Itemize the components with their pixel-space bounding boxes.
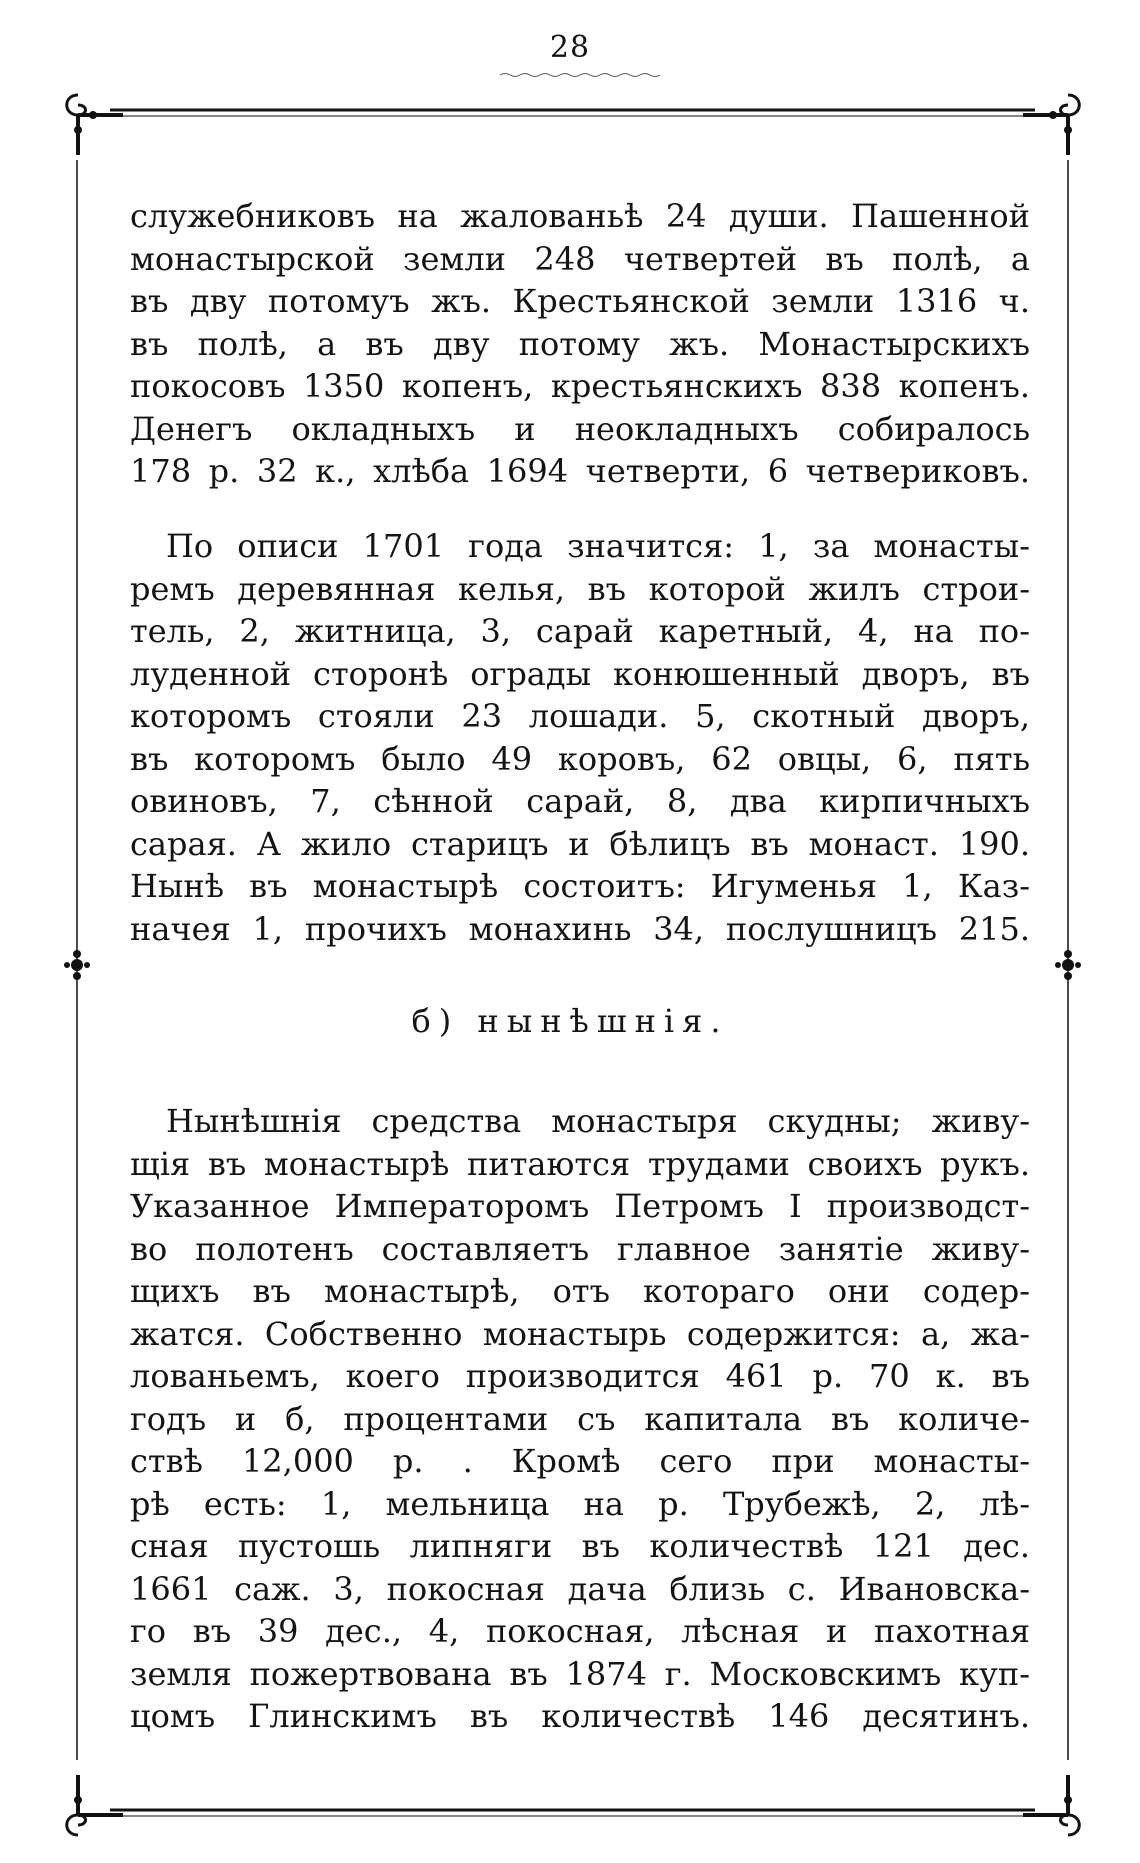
bottom-left-corner-ornament-icon (58, 1770, 128, 1840)
text-line: ствѣ 12,000 р. . Кромѣ сего при монасты- (130, 1442, 1030, 1480)
text-line: По описи 1701 года значится: 1, за монасты- (166, 527, 1030, 565)
text-line: ремъ деревянная келья, въ которой жилъ строи- (130, 569, 1030, 608)
right-side-ornament-icon (1053, 945, 1083, 985)
top-right-corner-ornament-icon (1018, 90, 1088, 160)
text-line: годъ и б, процентами съ капитала въ количе- (130, 1399, 1030, 1438)
text-line: лованьемъ, коего производится 461 р. 70 к. въ (130, 1357, 1030, 1395)
text-line: во полотенъ составляетъ главное занятіе живу- (130, 1229, 1030, 1268)
text-line: начея 1, прочихъ монахинь 34, послушницъ 215. (130, 909, 1030, 948)
text-line: которомъ стояли 23 лошади. 5, скотный дворъ, (130, 697, 1030, 735)
paragraph-2 (130, 525, 1030, 950)
text-line: монастырской земли 248 четвертей въ полѣ, а (130, 239, 1030, 278)
text-line: 178 р. 32 к., хлѣба 1694 четверти, 6 четвериковъ. (130, 452, 1030, 490)
text-line: въ которомъ было 49 коровъ, 62 овцы, 6, пять (130, 739, 1030, 778)
text-line: щія въ монастырѣ питаются трудами своихъ рукъ. (130, 1144, 1030, 1183)
text-line: Указанное Императоромъ Петромъ I производст- (130, 1187, 1030, 1225)
paragraph-3 (130, 1100, 1030, 1738)
text-line: жатся. Собственно монастырь содержится: а, жа- (130, 1314, 1030, 1353)
text-line: сарая. А жило старицъ и бѣлицъ въ монаст. 190. (130, 824, 1030, 863)
paragraph-1 (130, 195, 1030, 493)
section-heading: б) нынѣшнія. (411, 1002, 729, 1040)
left-side-ornament-icon (62, 945, 92, 985)
text-line: тель, 2, житница, 3, сарай каретный, 4, на по- (130, 612, 1030, 650)
text-line: покосовъ 1350 копенъ, крестьянскихъ 838 копенъ. (130, 367, 1030, 405)
text-line: луденной сторонѣ ограды конюшенный дворъ, въ (130, 654, 1030, 693)
text-line: го въ 39 дес., 4, покосная, лѣсная и пахотная (130, 1612, 1030, 1650)
text-line: овиновъ, 7, сѣнной сарай, 8, два кирпичныхъ (130, 782, 1030, 820)
text-line: цомъ Глинскимъ въ количествѣ 146 десятинъ. (130, 1697, 1030, 1735)
text-line: Денегъ окладныхъ и неокладныхъ собиралось (130, 409, 1030, 448)
text-line: щихъ въ монастырѣ, отъ котораго они содер- (130, 1272, 1030, 1310)
top-left-corner-ornament-icon (58, 90, 128, 160)
text-line: земля пожертвована въ 1874 г. Московскимъ куп- (130, 1654, 1030, 1693)
text-line: въ дву потомуъ жъ. Крестьянской земли 1316 ч. (130, 282, 1030, 320)
text-line: рѣ есть: 1, мельница на р. Трубежѣ, 2, лѣ- (130, 1484, 1030, 1523)
text-line: сная пустошь липняги въ количествѣ 121 дес. (130, 1527, 1030, 1565)
text-line: служебниковъ на жалованьѣ 24 души. Пашенной (130, 197, 1030, 235)
bottom-right-corner-ornament-icon (1018, 1770, 1088, 1840)
text-line: въ полѣ, а въ дву потому жъ. Монастырскихъ (130, 324, 1030, 363)
page-number: 28 (549, 30, 591, 65)
text-line: Нынѣшнія средства монастыря скудны; живу- (166, 1102, 1030, 1140)
text-line: 1661 саж. 3, покосная дача близь с. Ивановска- (130, 1569, 1030, 1608)
text-line: Нынѣ въ монастырѣ состоитъ: Игуменья 1, Каз- (130, 867, 1030, 905)
